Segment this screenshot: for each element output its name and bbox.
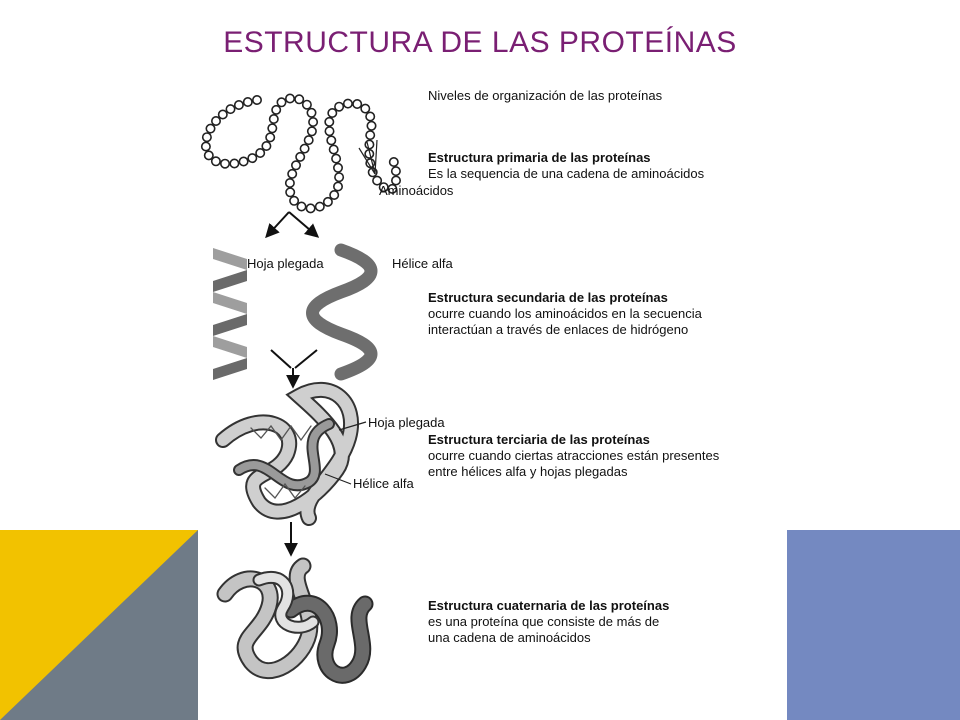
amino-acid-bead [244, 98, 252, 106]
pleated-sheet-segment [213, 292, 247, 314]
amino-acid-bead [230, 159, 238, 167]
tertiary-description-1: ocurre cuando ciertas atracciones están presentes [428, 448, 720, 463]
quaternary-description-1: es una proteína que consiste de más de [428, 614, 660, 629]
quaternary-chains [225, 566, 365, 675]
amino-acid-bead [305, 136, 313, 144]
amino-acid-bead [316, 202, 324, 210]
tertiary-title: Estructura terciaria de las proteínas [428, 432, 650, 447]
pleated-sheet-segment [213, 270, 247, 292]
amino-acid-bead [205, 151, 213, 159]
merge-arrows [271, 350, 317, 386]
amino-acid-bead [270, 115, 278, 123]
amino-acid-bead [366, 112, 374, 120]
pleated-sheet [213, 248, 247, 380]
amino-acid-bead [335, 103, 343, 111]
decorative-block-right [787, 530, 960, 720]
slide-title: ESTRUCTURA DE LAS PROTEÍNAS [223, 26, 737, 59]
amino-acid-bead [292, 161, 300, 169]
amino-acid-bead [365, 140, 373, 148]
pleated-sheet-segment [213, 314, 247, 336]
amino-acid-bead [334, 182, 342, 190]
amino-acid-bead [219, 110, 227, 118]
amino-acid-bead [296, 153, 304, 161]
amino-acid-bead [308, 127, 316, 135]
amino-acid-bead [332, 154, 340, 162]
amino-acid-bead [361, 104, 369, 112]
tertiary-fold [223, 390, 351, 518]
tertiary-helix-label: Hélice alfa [353, 476, 414, 491]
tertiary-description-2: entre hélices alfa y hojas plegadas [428, 464, 628, 479]
split-arrows [267, 212, 317, 236]
amino-acid-bead [295, 95, 303, 103]
amino-acid-bead [366, 131, 374, 139]
amino-acid-bead [286, 179, 294, 187]
amino-acid-bead [239, 157, 247, 165]
amino-acid-bead [307, 109, 315, 117]
amino-acid-bead [327, 136, 335, 144]
amino-acid-bead [221, 160, 229, 168]
amino-acid-bead [253, 96, 261, 104]
amino-acid-bead [325, 127, 333, 135]
amino-acid-bead [344, 99, 352, 107]
amino-acid-bead [268, 124, 276, 132]
alpha-helix-label: Hélice alfa [392, 256, 453, 271]
amino-acid-bead [256, 149, 264, 157]
amino-acid-bead [324, 198, 332, 206]
quaternary-description-2: una cadena de aminoácidos [428, 630, 591, 645]
primary-description: Es la sequencia de una cadena de aminoácidos [428, 166, 705, 181]
amino-acid-bead [212, 117, 220, 125]
pleated-sheet-segment [213, 248, 247, 270]
primary-title: Estructura primaria de las proteínas [428, 150, 651, 165]
amino-acid-bead [330, 191, 338, 199]
amino-acid-bead [297, 202, 305, 210]
amino-acid-bead [212, 157, 220, 165]
amino-acid-bead [202, 142, 210, 150]
amino-acid-bead [309, 118, 317, 126]
pleated-sheet-segment [213, 358, 247, 380]
amino-acid-bead [235, 101, 243, 109]
tertiary-sheet-label: Hoja plegada [368, 415, 445, 430]
diagram-header: Niveles de organización de las proteínas [428, 88, 663, 103]
pleated-sheet-label: Hoja plegada [247, 256, 324, 271]
amino-acid-bead [277, 98, 285, 106]
amino-acid-bead [325, 118, 333, 126]
amino-acid-bead [272, 106, 280, 114]
amino-acid-bead [286, 188, 294, 196]
amino-acid-bead [334, 164, 342, 172]
amino-acid-bead [226, 105, 234, 113]
amino-acid-bead [206, 124, 214, 132]
pleated-sheet-segment [213, 336, 247, 358]
amino-acid-bead [262, 142, 270, 150]
amino-acid-bead [392, 167, 400, 175]
secondary-title: Estructura secundaria de las proteínas [428, 290, 668, 305]
amino-acid-bead [390, 158, 398, 166]
amino-acid-bead [328, 109, 336, 117]
amino-acid-bead [266, 133, 274, 141]
amino-acid-bead [330, 145, 338, 153]
amino-acid-bead [286, 94, 294, 102]
amino-acid-bead [300, 144, 308, 152]
amino-acid-bead [306, 204, 314, 212]
amino-acid-bead [353, 100, 361, 108]
amino-acid-bead [367, 122, 375, 130]
secondary-description-2: interactúan a través de enlaces de hidrógeno [428, 322, 689, 337]
amino-acid-bead [248, 154, 256, 162]
amino-acid-bead [288, 170, 296, 178]
amino-acid-bead [335, 173, 343, 181]
protein-structure-diagram [199, 78, 787, 720]
quaternary-title: Estructura cuaternaria de las proteínas [428, 598, 670, 613]
amino-acid-bead [290, 197, 298, 205]
secondary-description-1: ocurre cuando los aminoácidos en la secuencia [428, 306, 702, 321]
amino-acid-bead [303, 101, 311, 109]
decorative-corner-left [0, 530, 198, 720]
amino-acids-label: Aminoácidos [379, 183, 454, 198]
amino-acid-bead [203, 133, 211, 141]
